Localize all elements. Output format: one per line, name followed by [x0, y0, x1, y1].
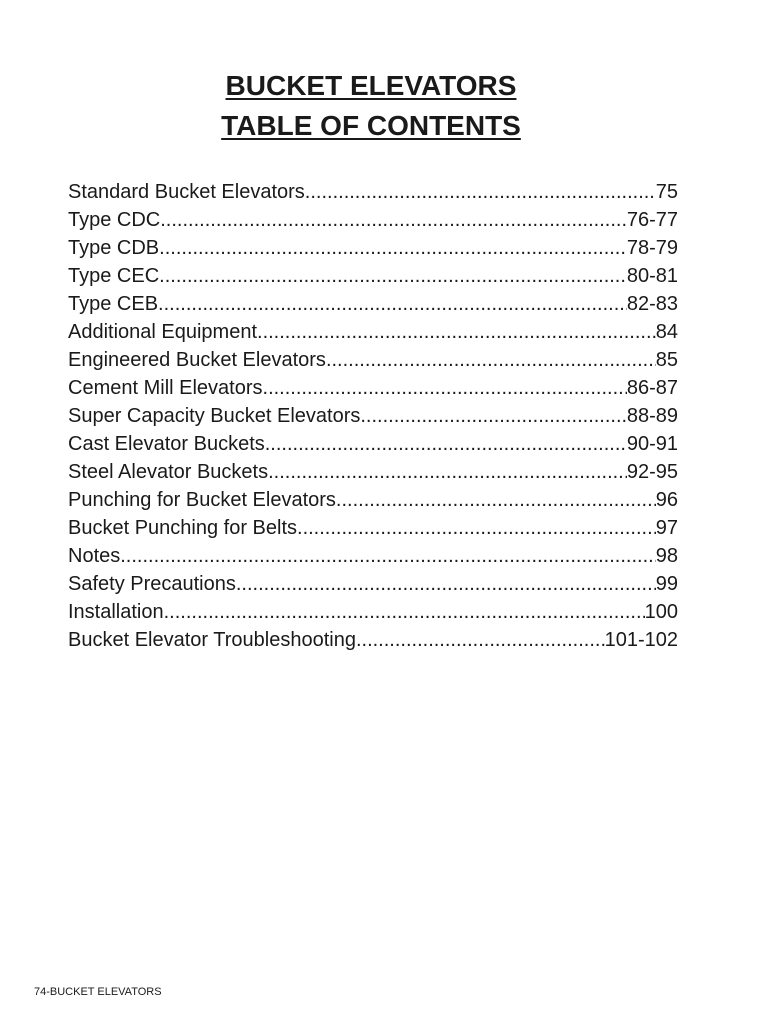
toc-entry-label: Punching for Bucket Elevators — [68, 489, 336, 511]
dot-leader — [164, 598, 645, 626]
dot-leader — [158, 290, 627, 318]
toc-entry-page: 88-89 — [626, 405, 678, 427]
toc-entry[interactable] — [68, 262, 678, 290]
toc-entry-label: Standard Bucket Elevators — [68, 181, 305, 203]
toc-entry-label: Type CEB — [68, 293, 159, 315]
toc-entry-page: 98 — [655, 545, 678, 567]
toc-entry[interactable] — [68, 458, 678, 486]
toc-entry[interactable] — [68, 570, 678, 598]
toc-entry-label: Notes — [68, 545, 121, 567]
dot-leader — [159, 262, 627, 290]
toc-entry-page: 84 — [655, 321, 678, 343]
toc-entry-page: 99 — [655, 573, 678, 595]
toc-entry-label: Engineered Bucket Elevators — [68, 349, 326, 371]
toc-entry[interactable] — [68, 206, 678, 234]
toc-entry-page: 82-83 — [626, 293, 678, 315]
toc-entry-label: Cement Mill Elevators — [68, 377, 263, 399]
page-footer: 74-BUCKET ELEVATORS — [34, 986, 162, 998]
dot-leader — [159, 234, 627, 262]
toc-entry-page: 78-79 — [626, 237, 678, 259]
page-title-line-1: BUCKET ELEVATORS — [225, 70, 517, 101]
toc-entry-label: Bucket Elevator Troubleshooting — [68, 629, 356, 651]
toc-entry-page: 85 — [655, 349, 678, 371]
toc-entry-page: 92-95 — [626, 461, 678, 483]
toc-entry[interactable] — [68, 430, 678, 458]
toc-entry[interactable] — [68, 290, 678, 318]
dot-leader — [326, 346, 656, 374]
toc-entry-page: 100 — [644, 601, 678, 623]
toc-entry[interactable] — [68, 346, 678, 374]
toc-entry-page: 76-77 — [626, 209, 678, 231]
toc-entry-label: Bucket Punching for Belts — [68, 517, 298, 539]
toc-entry[interactable] — [68, 234, 678, 262]
toc-entry[interactable] — [68, 542, 678, 570]
toc-entry-page: 97 — [655, 517, 678, 539]
toc-entry[interactable] — [68, 318, 678, 346]
dot-leader — [160, 206, 627, 234]
toc-entry-label: Type CDB — [68, 237, 160, 259]
dot-leader — [268, 458, 627, 486]
dot-leader — [336, 486, 656, 514]
dot-leader — [236, 570, 656, 598]
dot-leader — [263, 374, 627, 402]
toc-entry-label: Type CEC — [68, 265, 160, 287]
dot-leader — [265, 430, 627, 458]
dot-leader — [120, 542, 656, 570]
toc-entry[interactable] — [68, 402, 678, 430]
dot-leader — [297, 514, 656, 542]
toc-entry[interactable] — [68, 178, 678, 206]
toc-entry-label: Super Capacity Bucket Elevators — [68, 405, 361, 427]
toc-entry[interactable] — [68, 626, 678, 654]
toc-entry-page: 101-102 — [604, 629, 678, 651]
toc-entry-page: 80-81 — [626, 265, 678, 287]
toc-entry-page: 75 — [655, 181, 678, 203]
toc-entry-page: 90-91 — [626, 433, 678, 455]
toc-entry[interactable] — [68, 486, 678, 514]
toc-entry[interactable] — [68, 514, 678, 542]
toc-entry-label: Additional Equipment — [68, 321, 258, 343]
dot-leader — [360, 402, 626, 430]
toc-entry[interactable] — [68, 374, 678, 402]
toc-entry-label: Steel Alevator Buckets — [68, 461, 269, 483]
toc-entry-label: Installation — [68, 601, 164, 623]
dot-leader — [305, 178, 656, 206]
toc-entry-label: Safety Precautions — [68, 573, 236, 595]
toc-entry-page: 86-87 — [626, 377, 678, 399]
dot-leader — [356, 626, 605, 654]
toc-entry-label: Cast Elevator Buckets — [68, 433, 265, 455]
toc-entry-label: Type CDC — [68, 209, 161, 231]
page-title-line-2: TABLE OF CONTENTS — [221, 110, 521, 141]
toc-entry[interactable] — [68, 598, 678, 626]
dot-leader — [257, 318, 656, 346]
page-title — [0, 66, 742, 146]
toc-entry-page: 96 — [655, 489, 678, 511]
table-of-contents — [68, 178, 678, 654]
